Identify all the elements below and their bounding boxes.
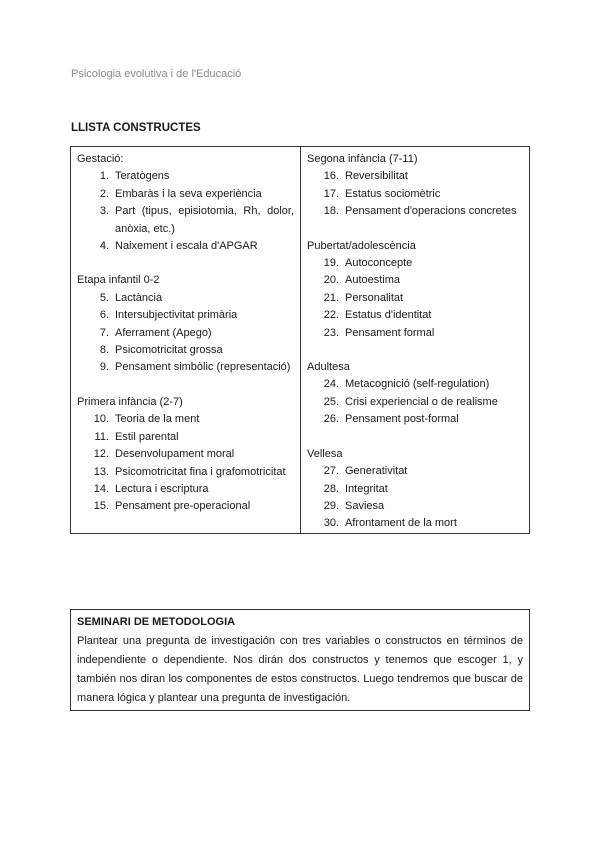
item-label: Psicomotricitat grossa (115, 344, 223, 357)
item-label: Afrontament de la mort (345, 517, 457, 530)
item-label: Saviesa (345, 499, 385, 512)
seminar-title: SEMINARI DE METODOLOGIA (77, 616, 236, 628)
item-label: Naixement i escala d'APGAR (115, 240, 258, 253)
construct-item (77, 481, 294, 498)
constructs-table (70, 146, 530, 534)
item-number: 7. (99, 326, 109, 339)
construct-group (77, 394, 294, 516)
construct-item (77, 307, 294, 324)
construct-item (307, 463, 523, 480)
group-title: Primera infància (2-7) (77, 395, 183, 408)
construct-list (307, 168, 523, 220)
item-number: 10. (93, 413, 109, 426)
construct-list (77, 290, 294, 377)
construct-item (307, 168, 523, 185)
item-number: 27. (323, 465, 339, 478)
item-number: 1. (99, 170, 109, 183)
construct-item (307, 272, 523, 289)
construct-item (77, 238, 294, 255)
item-label: Pensament d'operacions concretes (345, 205, 517, 218)
construct-item (307, 515, 523, 532)
item-number: 14. (93, 482, 109, 495)
item-label: Teratògens (115, 170, 170, 183)
construct-list (307, 463, 523, 533)
item-label: Integritat (345, 482, 388, 495)
item-number: 13. (93, 465, 109, 478)
item-number: 9. (99, 361, 109, 374)
item-number: 22. (323, 309, 339, 322)
construct-item (77, 342, 294, 359)
right-column (301, 147, 529, 533)
item-number: 5. (99, 291, 109, 304)
construct-item (77, 411, 294, 428)
item-label: Personalitat (345, 291, 404, 304)
seminar-box (70, 609, 530, 711)
construct-item (77, 429, 294, 446)
construct-group (77, 151, 294, 255)
item-label: Lectura i escriptura (115, 482, 209, 495)
item-label: Embaràs i la seva experiència (115, 187, 262, 200)
construct-item (307, 255, 523, 272)
item-label: Generativitat (345, 465, 408, 478)
construct-item (307, 186, 523, 203)
section-title: LLISTA CONSTRUCTES (71, 122, 201, 134)
item-label: Pensament pre-operacional (115, 500, 251, 513)
group-title: Vellesa (307, 447, 343, 460)
construct-item (77, 359, 294, 376)
item-label: Pensament formal (345, 326, 435, 339)
item-number: 19. (323, 257, 339, 270)
item-label: Desenvolupament moral (115, 448, 235, 461)
construct-item (307, 394, 523, 411)
item-number: 26. (323, 413, 339, 426)
construct-item (307, 376, 523, 393)
construct-item (307, 498, 523, 515)
construct-list (77, 168, 294, 255)
item-number: 29. (323, 499, 339, 512)
item-number: 2. (99, 187, 109, 200)
item-label: Aferrament (Apego) (115, 326, 212, 339)
item-label: Metacognició (self-regulation) (345, 378, 490, 391)
construct-list (307, 376, 523, 428)
item-label: Reversibilitat (345, 170, 408, 183)
construct-group (77, 272, 294, 376)
group-title: Pubertat/adolescència (307, 239, 416, 252)
group-title: Adultesa (307, 361, 350, 374)
construct-item (307, 325, 523, 342)
left-column (71, 147, 301, 533)
construct-item (77, 464, 294, 481)
item-number: 12. (93, 448, 109, 461)
construct-group (307, 151, 523, 221)
page-header: Psicologia evolutiva i de l'Educació (71, 68, 242, 80)
construct-list (307, 255, 523, 342)
construct-list (77, 411, 294, 515)
item-number: 18. (323, 205, 339, 218)
item-label: Psicomotricitat fina i grafomotricitat (115, 465, 286, 478)
item-number: 28. (323, 482, 339, 495)
item-number: 4. (99, 240, 109, 253)
construct-item (77, 498, 294, 515)
item-number: 15. (93, 500, 109, 513)
item-label: Intersubjectivitat primària (115, 309, 238, 322)
item-label: Estatus d'identitat (345, 309, 432, 322)
item-number: 11. (94, 430, 109, 443)
item-number: 21. (323, 291, 339, 304)
item-number: 20. (323, 274, 339, 287)
item-label: Teoria de la ment (115, 413, 200, 426)
item-label: Autoestima (345, 274, 401, 287)
construct-item (307, 307, 523, 324)
item-number: 25. (323, 395, 339, 408)
item-number: 16. (323, 170, 339, 183)
construct-item (307, 290, 523, 307)
item-label: Estatus sociomètric (345, 187, 441, 200)
item-label: Crisi experiencial o de realisme (345, 395, 498, 408)
group-title: Gestació: (77, 153, 124, 165)
item-number: 30. (323, 517, 339, 530)
item-number: 17. (323, 187, 339, 200)
construct-group (307, 446, 523, 533)
construct-item (77, 168, 294, 185)
construct-item (77, 186, 294, 203)
construct-item (307, 411, 523, 428)
item-number: 24. (323, 378, 339, 391)
construct-item (307, 481, 523, 498)
item-number: 8. (99, 344, 109, 357)
item-label: Autoconcepte (345, 257, 413, 270)
construct-group (307, 359, 523, 429)
group-title: Segona infància (7-11) (307, 153, 418, 165)
item-number: 23. (323, 326, 339, 339)
construct-group (307, 238, 523, 342)
group-title: Etapa infantil 0-2 (77, 274, 160, 287)
construct-item (77, 446, 294, 463)
construct-item (77, 290, 294, 307)
item-label: Pensament post-formal (345, 413, 459, 426)
item-label: Lactància (115, 291, 163, 304)
construct-item (307, 203, 523, 220)
construct-item (77, 203, 294, 238)
item-label: Pensament simbòlic (representació) (115, 361, 291, 374)
item-label: Part (tipus, episiotomia, Rh, dolor, anòxia, etc.) (115, 205, 294, 235)
construct-item (77, 325, 294, 342)
item-number: 6. (99, 309, 109, 322)
item-label: Estil parental (115, 430, 179, 443)
item-number: 3. (99, 205, 109, 218)
seminar-body: Plantear una pregunta de investigación con tres variables o constructos en términos de independiente o dependiente. Nos dirán dos constructos y tenemos que escoger 1, y también nos diran los componentes de estos constructos. Luego tendremos que buscar de manera lógica y plantear una pregunta de investigación. (77, 635, 523, 704)
